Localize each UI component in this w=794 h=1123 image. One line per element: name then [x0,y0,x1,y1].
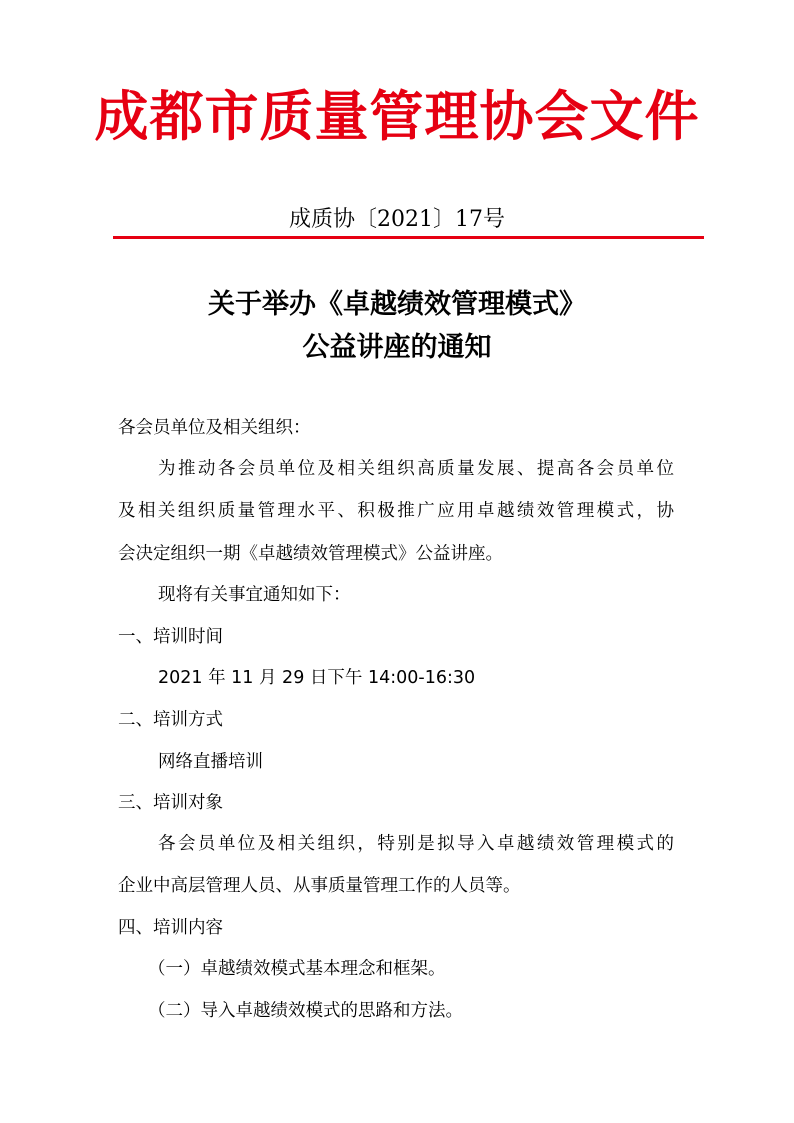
section-heading-content: 四、培训内容 [118,918,223,938]
red-divider-line [113,236,704,239]
document-number: 成质协〔2021〕17号 [289,207,505,232]
section-value-time: 2021 年 11 月 29 日下午 14:00-16:30 [158,668,476,688]
content-item-1: （一）卓越绩效模式基本理念和框架。 [148,959,446,979]
section-heading-method: 二、培训方式 [118,710,223,730]
notice-title-line-1: 关于举办《卓越绩效管理模式》 [208,289,586,320]
section-value-audience-line-2: 企业中高层管理人员、从事质量管理工作的人员等。 [118,876,521,896]
salutation: 各会员单位及相关组织： [118,418,311,438]
paragraph-2: 现将有关事宜通知如下： [158,585,351,605]
paragraph-1-line-3: 会决定组织一期《卓越绩效管理模式》公益讲座。 [118,544,503,564]
section-heading-time: 一、培训时间 [118,627,223,647]
organization-title: 成都市质量管理协会文件 [94,84,700,148]
section-value-method: 网络直播培训 [158,752,263,772]
content-item-2: （二）导入卓越绩效模式的思路和方法。 [148,1001,463,1021]
paragraph-1-line-2: 及相关组织质量管理水平、积极推广应用卓越绩效管理模式，协 [118,501,674,521]
section-heading-audience: 三、培训对象 [118,793,223,813]
paragraph-1-line-1: 为推动各会员单位及相关组织高质量发展、提高各会员单位 [158,459,674,479]
notice-title-line-2: 公益讲座的通知 [302,332,492,363]
section-value-audience-line-1: 各会员单位及相关组织，特别是拟导入卓越绩效管理模式的 [158,834,674,854]
